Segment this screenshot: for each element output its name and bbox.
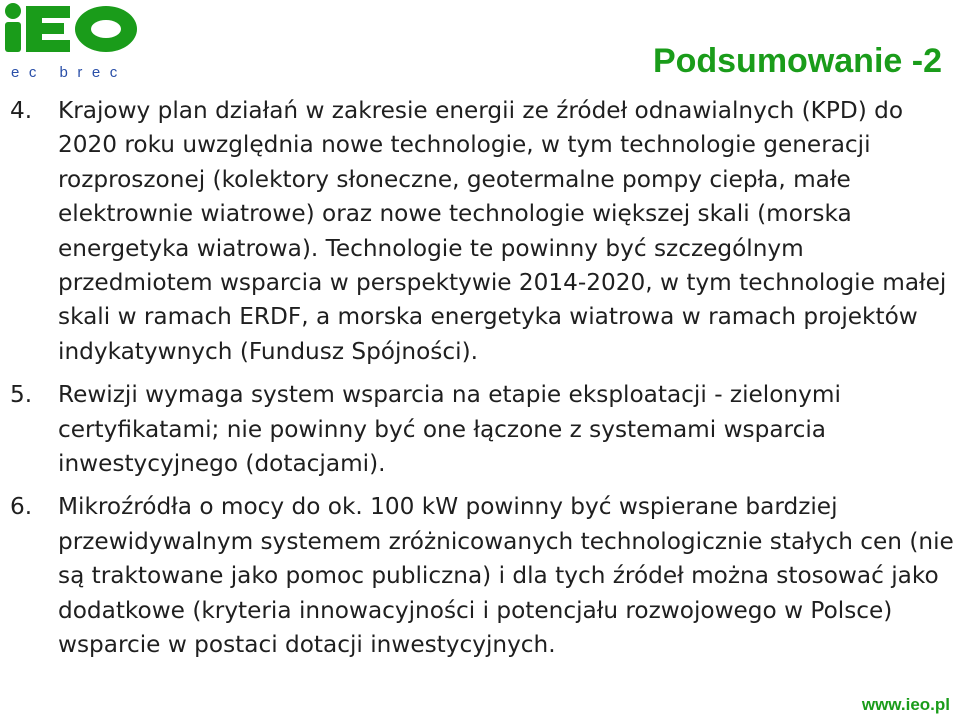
list-item: [10, 94, 958, 369]
page-title: Podsumowanie -2: [652, 42, 942, 80]
summary-list: [10, 94, 958, 663]
ieo-logo: [0, 0, 150, 85]
footer-url[interactable]: www.ieo.pl: [861, 695, 950, 714]
item-number: 6.: [10, 493, 33, 521]
list-item: [10, 378, 958, 481]
item-text: Mikroźródła o mocy do ok. 100 kW powinny być wspierane bardziej przewidywalnym systemem zróżnicowanych technologicznie stałych cen (nie są traktowane jako pomoc publiczna) i dla tych źródeł można stosować jako dodatkowe (kryteria innowacyjności i potencjału rozwojowego w Polsce) wsparcie w postaci dotacji inwestycyjnych.: [58, 493, 954, 659]
logo-subtext: ec brec: [11, 64, 127, 81]
list-item: [10, 490, 958, 662]
item-number: 4.: [10, 97, 33, 124]
item-number: 5.: [10, 381, 33, 409]
item-text: Krajowy plan działań w zakresie energii ze źródeł odnawialnych (KPD) do 2020 roku uwzględnia nowe technologie, w tym technologie generacji rozproszonej (kolektory słoneczne, geotermalne pompy ciepła, małe elektrownie wiatrowe) oraz nowe technologie większej skali (morska energetyka wiatrowa). Technologie te powinny być szczególnym przedmiotem wsparcia w perspektywie 2014-2020, w tym technologie małej skali w ramach ERDF, a morska energetyka wiatrowa w ramach projektów indykatywnych (Fundusz Spójności).: [58, 97, 947, 365]
item-text: Rewizji wymaga system wsparcia na etapie eksploatacji - zielonymi certyfikatami; nie powinny być one łączone z systemami wsparcia inwestycyjnego (dotacjami).: [58, 381, 841, 478]
ieo-logo-mark: [0, 0, 150, 62]
